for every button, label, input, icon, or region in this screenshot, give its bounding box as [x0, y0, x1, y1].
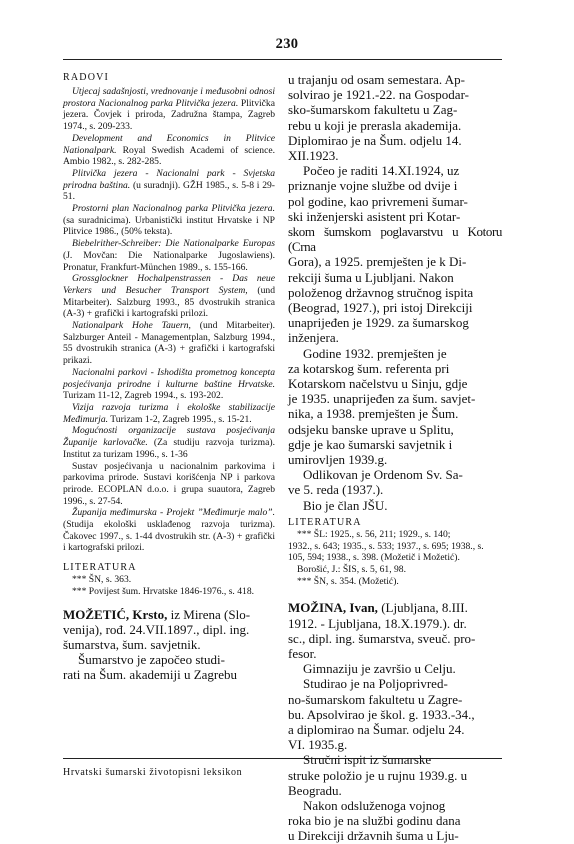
- text-line: Studirao je na Poljoprivred-: [303, 676, 448, 692]
- text-line: priznanje vojne službe od dvije i: [288, 178, 458, 194]
- text-line: u Direkciji državnih šuma u Lju-: [288, 828, 459, 844]
- bibliography-details: Plitvička jezera. Čovjek i priroda, Zadružna štampa, Zagreb 1974., s. 209-233.: [63, 97, 275, 133]
- bibliography-details: (sa suradnicima). Urbanistički institut Hrvatske i NP Plitvice 1986., (50% teksta).: [63, 214, 275, 238]
- text-line: Bio je član JŠU.: [303, 497, 388, 513]
- text-line: gdje je kao šumarski savjetnik i: [288, 436, 453, 452]
- text-line: nika, a 1938. premješten je Šum.: [288, 406, 459, 422]
- bibliography-details: (und Mitarbeiter). Salzburger Anteil - Managementplan, Salzburg 1994., 55 dvostrukih stranica (A-3) + grafički i kartografski prikazi.: [63, 320, 275, 367]
- text-line: no-šumarskom fakultetu u Zagre-: [288, 691, 463, 707]
- text-line: unapriјeđen je 1929. za šumarskog: [288, 315, 469, 331]
- bibliography-entry: [63, 86, 275, 133]
- text-line: roka bio je na službi godinu dana: [288, 813, 461, 829]
- text-line: inženjera.: [288, 330, 339, 346]
- text-line: VI. 1935.g.: [288, 737, 348, 753]
- text-line: odsjeku banske uprave u Splitu,: [288, 421, 454, 437]
- bibliography-entry: [63, 168, 275, 203]
- literature-item: *** ŠL: 1925., s. 56, 211; 1929., s. 140;: [297, 528, 451, 540]
- text-line: rebu u koji je prerasla akademija.: [288, 117, 462, 133]
- bibliography-details: Turizam 11-12, Zagreb 1994., s. 193-202.: [63, 390, 224, 402]
- text-line: 1912. - Ljubljana, 18.X.1979.). dr.: [288, 615, 467, 631]
- literature-item: 105, 594; 1938., s. 398. (Možetič i Možetić).: [288, 552, 460, 564]
- text-line: Nakon odsluženoga vojnog: [303, 798, 446, 814]
- bibliography-entry: [63, 320, 275, 367]
- mozetic-continued: [288, 72, 502, 513]
- bibliography-title: Development and Economics in Plitvice Nationalpark.: [63, 132, 275, 156]
- mozetic-line: šumarstva, šum. savjetnik.: [63, 636, 201, 652]
- text-line: Diplomirao je na Šum. odjelu 14.: [288, 132, 462, 148]
- bibliography-entry: [63, 367, 275, 402]
- bibliography-entry: [63, 273, 275, 320]
- bibliography-entry: [63, 461, 275, 508]
- bibliography-details: (u suradnji). GŽH 1985., s. 5-8 i 29-51.: [63, 179, 276, 203]
- text-line: Odlikovan je Ordenom Sv. Sa-: [303, 467, 463, 483]
- text-line: umirovljen 1939.g.: [288, 452, 388, 468]
- text-line: za kotarskog šum. referenta pri: [288, 360, 450, 376]
- text-line: rekciji šuma u Ljubljani. Nakon: [288, 269, 454, 285]
- bibliography-entry: [63, 133, 275, 168]
- mozetic-line: venija), rođ. 24.VII.1897., dipl. ing.: [63, 621, 250, 637]
- bibliography-details: (Studija ekološki usklađenog razvoja turizma). Čakovec 1997., s. 1-44 dvostrukih str. (A-3) + grafički i kartografski prilozi.: [63, 519, 275, 554]
- page-number: 230: [275, 36, 299, 52]
- bibliography-title: Utjecaj sadašnjosti, vrednovanje i međusobni odnosi prostora Nacionalnog parka Plitvička jezera.: [63, 86, 275, 109]
- bibliography-title: Nationalpark Hohe Tauern,: [72, 320, 191, 332]
- text-line: solvirao je 1921.-22. na Gospodar-: [288, 87, 469, 103]
- text-line: Stručni ispit iz šumarske: [303, 752, 432, 768]
- text-line: položenog državnog stručnog ispita: [288, 284, 474, 300]
- bibliography-list: [63, 86, 275, 554]
- bottom-rule: [63, 758, 502, 759]
- right-column: [288, 72, 502, 844]
- text-line: skom šumskom poglavarstvu u Kotoru (Crna: [288, 224, 502, 255]
- literatura-heading-right: LITERATURA: [288, 516, 362, 528]
- mozina-entry: [288, 600, 502, 843]
- mozetic-paragraph-line: Šumarstvo je započeo studi-: [78, 652, 225, 668]
- bibliography-entry: [63, 402, 275, 425]
- text-line: ve 5. reda (1937.).: [288, 482, 384, 498]
- bibliography-details: (J. Movčan: Die Nationalparke Jugoslawiens). Pronatur, Frankfurt-München 1989., s. 155-166.: [63, 249, 275, 273]
- bibliography-details: (Za studiju razvoja turizma). Institut za turizam 1996., s. 1-36: [63, 437, 275, 460]
- text-line: ski inženjerski asistent pri Kotar-: [288, 208, 461, 224]
- text-line: Godine 1932. premješten je: [303, 345, 447, 361]
- bibliography-details: Sustav posjećivanja u nacionalnim parkovima i parkovima prirode. Sustavi korišćenja NP i parkova prirode. ECOPLAN d.o.o. i grupa suautora, Zagreb 1996., s. 27-54.: [63, 460, 275, 507]
- left-column: [63, 72, 275, 683]
- literature-item: *** Povijest šum. Hrvatske 1846-1976., s. 418.: [72, 585, 255, 597]
- text-line: struke položio je u rujnu 1939.g. u: [288, 767, 468, 783]
- mozetic-name: MOŽETIĆ, Krsto,: [63, 606, 168, 622]
- bibliography-details: Royal Swedish Academi of science. Ambio 1982., s. 282-285.: [63, 144, 275, 168]
- bibliography-title: Biebelrither-Schreiber: Die Nationalparke Europas: [72, 238, 275, 250]
- bibliography-entry: [63, 507, 275, 554]
- bibliography-entry: [63, 203, 275, 238]
- bibliography-title: Vizija razvoja turizma i ekološke stabilizacije Međimurja.: [63, 401, 275, 425]
- text-line: Počeo je raditi 14.XI.1924, uz: [303, 163, 460, 179]
- text-line: je 1935. unaprijeđen za šum. savjet-: [288, 391, 476, 407]
- top-rule: [63, 59, 502, 60]
- text-line: fesor.: [288, 646, 317, 662]
- bibliography-title: Plitvička jezera - Nacionalni park - Svjetska prirodna baština.: [63, 167, 275, 191]
- literature-item: *** ŠN, s. 354. (Možetić).: [297, 575, 399, 587]
- literature-item: 1932., s. 643; 1935., s. 533; 1937., s. 695; 1938., s.: [288, 540, 484, 552]
- text-line: pol godine, kao privremeni šumar-: [288, 193, 468, 209]
- bibliography-title: Grossglockner Hochalpenstrassen - Das neue Verkers und Besucher Transport System,: [63, 273, 275, 296]
- text-line: bu. Apsolvirao je škol. g. 1933.-34.,: [288, 706, 475, 722]
- mozetic-paragraph-line: rati na Šum. akademiji u Zagrebu: [63, 667, 238, 683]
- footer-title: Hrvatski šumarski životopisni leksikon: [63, 767, 243, 778]
- literature-item: Borošić, J.: ŠIS, s. 5, 61, 98.: [297, 564, 407, 575]
- text-line: sc., dipl. ing. šumarstva, sveuč. pro-: [288, 630, 476, 646]
- mozina-name: MOŽINA, Ivan,: [288, 600, 378, 616]
- mozina-heading: MOŽINA, Ivan, (Ljubljana, 8.III.: [288, 600, 468, 616]
- mozetic-heading: MOŽETIĆ, Krsto, iz Mirena (Slo-: [63, 606, 251, 622]
- text-line: Beogradu.: [288, 782, 342, 798]
- text-line: a diplomirao na Šumar. odjelu 24.: [288, 722, 465, 738]
- literatura-heading-left: LITERATURA: [63, 562, 137, 574]
- bibliography-title: Županija međimurska - Projekt ”Međimurje malo”.: [72, 507, 275, 519]
- text-line: sko-šumarskom fakultetu u Zag-: [288, 102, 458, 118]
- bibliography-title: Mogućnosti organizacije sustava posjećivanja Županije karlovačke.: [63, 425, 275, 449]
- radovi-heading: RADOVI: [63, 72, 110, 83]
- text-line: XII.1923.: [288, 148, 339, 164]
- bibliography-entry: [63, 238, 275, 273]
- text-line: Kotarskom načelstvu u Sinju, gdje: [288, 376, 468, 392]
- bibliography-entry: [63, 425, 275, 460]
- text-line: Gora), a 1925. premješten je k Di-: [288, 254, 467, 270]
- mozetic-entry: [63, 607, 275, 683]
- bibliography-title: Nacionalni parkovi - Ishodišta prometnog koncepta posjećivanja prirodne i kulturne baštine Hrvatske.: [63, 366, 275, 390]
- text-line: u trajanju od osam semestara. Ap-: [288, 72, 465, 87]
- text-line: (Beograd, 1927.), pri istoj Direkciji: [288, 300, 473, 316]
- literature-item: *** ŠN, s. 363.: [72, 574, 132, 586]
- bibliography-title: Prostorni plan Nacionalnog parka Plitvička jezera.: [72, 203, 275, 215]
- bibliography-details: Turizam 1-2, Zagreb 1995., s. 15-21.: [108, 413, 252, 425]
- literature-block: [288, 529, 502, 588]
- bibliography-details: (und Mitarbeiter). Salzburg 1993., 85 dvostrukih stranica (A-3) + grafički i kartografski prilozi.: [63, 284, 276, 320]
- text-line: Gimnaziju je završio u Celju.: [303, 661, 456, 677]
